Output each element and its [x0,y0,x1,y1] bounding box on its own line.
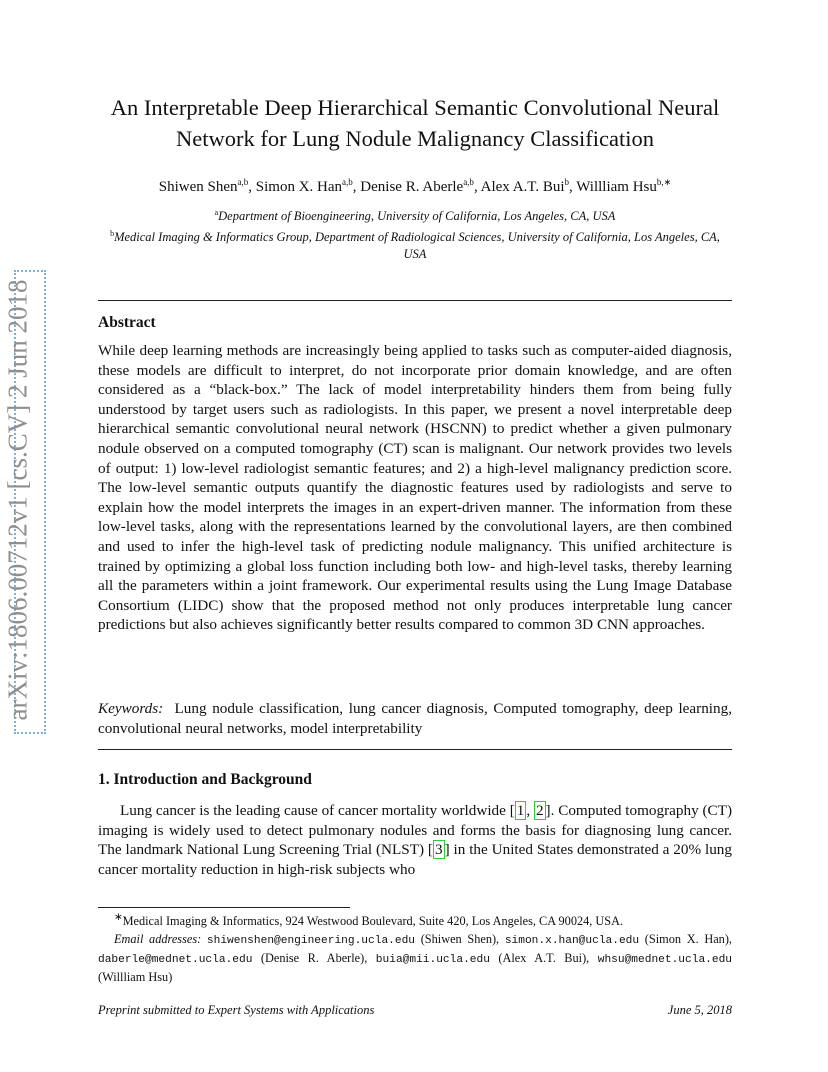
footnote-emails: Email addresses: shiwenshen@engineering.ucla.edu (Shiwen Shen), simon.x.han@ucla.edu (Simon X. Han), daberle@mednet.ucla.edu (Denise R. Aberle), buia@mii.ucla.edu (Alex A.T. Bui), whsu@mednet.ucla.edu (Willliam Hsu) [98,931,733,985]
keywords-label: Keywords: [98,700,164,717]
footer-date: June 5, 2018 [667,1003,732,1017]
email-link[interactable]: shiwenshen@engineering.ucla.edu [206,934,416,947]
author: Willliam Hsu$^{b,∗}$ [576,177,672,195]
abstract-top-rule [98,300,732,301]
abstract-text: While deep learning methods are increasingly being applied to tasks such as computer-aided diagnosis, these models are difficult to interpret, do not incorporate prior domain knowledge, and are often considered as a “black-box.” The lack of model interpretability hinders them from being fully understood by target users such as radiologists. In this paper, we present a novel interpretable deep hierarchical semantic convolutional neural network (HSCNN) to predict whether a given pulmonary nodule observed on a computed tomography (CT) scan is malignant. Our network provides two levels of output: 1) low-level radiologist semantic features; and 2) a high-level malignancy prediction score. The low-level semantic outputs quantify the diagnostic features used by radiologists and serve to explain how the model interprets the images in an expert-driven manner. The information from these low-level tasks, along with the representations learned by the convolutional layers, are then combined and used to infer the high-level task of predicting nodule malignancy. This unified architecture is trained by optimizing a global loss function including both low- and high-level tasks, thereby learning all the parameters within a joint framework. Our experimental results using the Lung Image Database Consortium (LIDC) show that the proposed method not only produces interpretable lung cancer predictions but also achieves significantly better results compared to common 3D CNN approaches. [98,342,732,634]
affiliation-b: $^b$Medical Imaging & Informatics Group, Department of Radiological Sciences, University of California, Los Angeles, CA, USA [110,229,720,262]
author: Alex A.T. Bui$^b$ [480,177,570,195]
footer-journal: Preprint submitted to Expert Systems with Applications [98,1003,375,1017]
email-link[interactable]: buia@mii.ucla.edu [375,953,490,966]
footnote-rule [98,907,350,908]
abstract-heading: Abstract [98,314,156,331]
citation-link[interactable]: 2 [535,802,544,819]
footnote-address: ∗Medical Imaging & Informatics, 924 Westwood Boulevard, Suite 420, Los Angeles, CA 90024, USA. [114,912,624,929]
author-list: Shiwen Shen$^{a,b}$, Simon X. Han$^{a,b}$, Denise R. Aberle$^{a,b}$, Alex A.T. Bui$^b$, Willliam Hsu$^{b,∗}$ [158,177,672,195]
affiliations [98,204,732,263]
email-link[interactable]: daberle@mednet.ucla.edu [98,953,253,966]
email-link[interactable]: whsu@mednet.ucla.edu [597,953,733,966]
paper-title: An Interpretable Deep Hierarchical Semantic Convolutional Neural Network for Lung Nodule Malignancy Classification [110,95,720,151]
section-heading-introduction: 1. Introduction and Background [98,771,312,788]
intro-paragraph: Lung cancer is the leading cause of cancer mortality worldwide [ 1 , 2 ]. Computed tomography (CT) imaging is widely used to detect pulmonary nodules and forms the basis for diagnosing lung cancer. The landmark National Lung Screening Trial (NLST) [ 3 ] in the United States demonstrated a 20% lung cancer mortality reduction in high-risk subjects who [98,802,732,878]
keywords [98,699,732,738]
citation-link[interactable]: 1 [516,802,525,819]
author: Denise R. Aberle$^{a,b}$ [360,177,474,195]
abstract-bottom-rule [98,749,732,750]
author: Simon X. Han$^{a,b}$ [255,177,353,195]
author: Shiwen Shen$^{a,b}$ [158,177,249,195]
arxiv-stamp[interactable]: arXiv:1806.00712v1 [cs.CV] 2 Jun 2018 [2,279,33,721]
email-link[interactable]: simon.x.han@ucla.edu [504,934,640,947]
page-footer [98,1003,732,1018]
footnote [98,909,732,987]
citation-link[interactable]: 3 [435,841,443,859]
affiliation-a: $^a$Department of Bioengineering, University of California, Los Angeles, CA, USA [214,208,616,224]
keywords-text: Lung nodule classification, lung cancer diagnosis, Computed tomography, deep learning, convolutional neural networks, model interpretability [98,700,732,737]
